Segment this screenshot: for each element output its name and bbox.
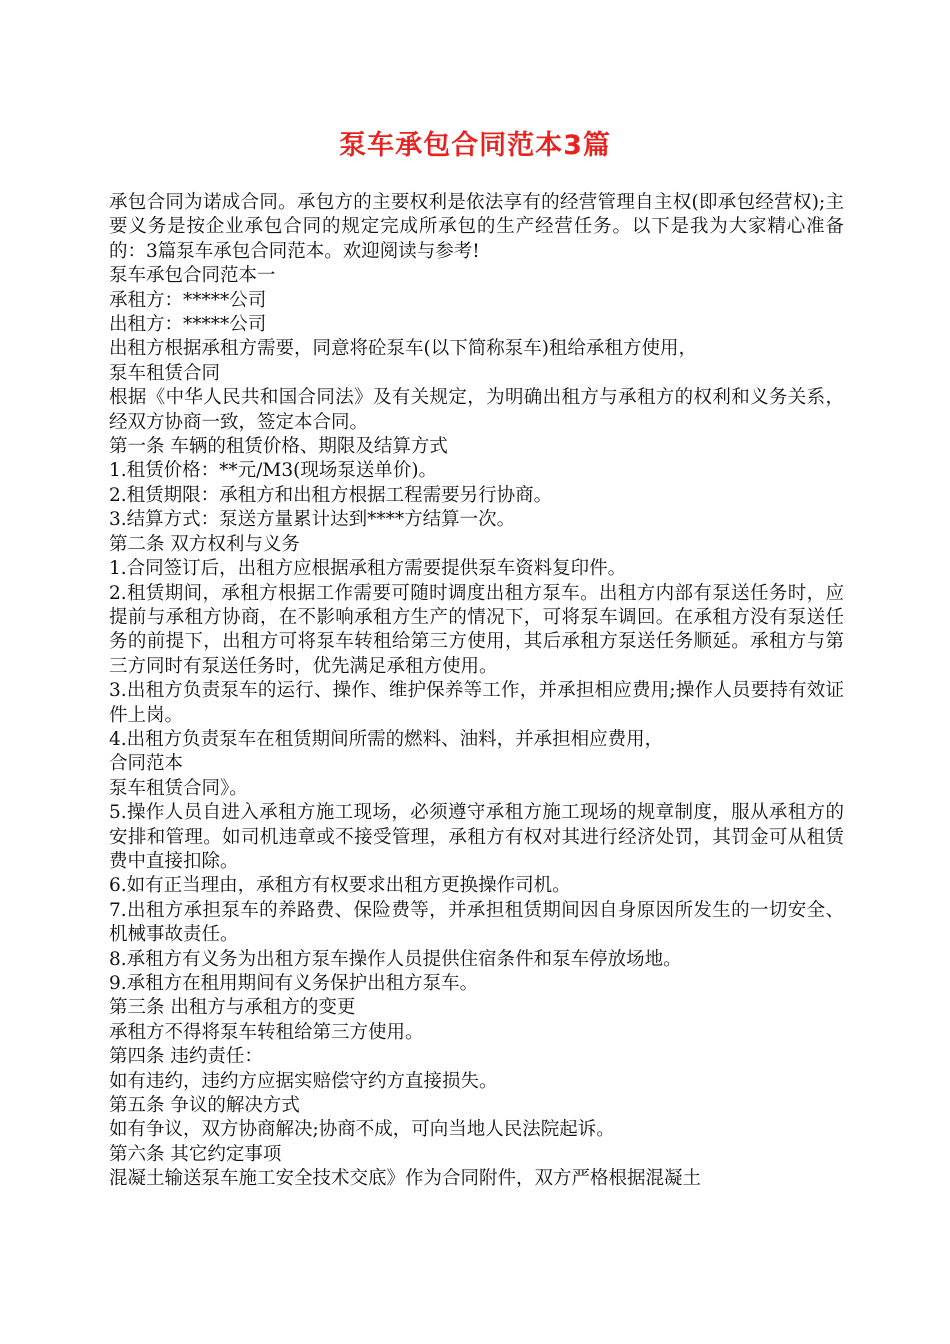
document-title: 泵车承包合同范本3篇 <box>339 130 611 161</box>
paragraph: 3.出租方负责泵车的运行、操作、维护保养等工作，并承担相应费用;操作人员要持有效证件上岗。 <box>109 680 844 726</box>
section-heading: 第四条 违约责任： <box>109 1046 263 1068</box>
paragraph: 2.租赁期间，承租方根据工作需要可随时调度出租方泵车。出租方内部有泵送任务时，应提前与承租方协商，在不影响承租方生产的情况下，可将泵车调回。在承租方没有泵送任务的前提下，出租方可将泵车转租给第三方使用，其后承租方泵送任务顺延。承租方与第三方同时有泵送任务时，优先满足承租方使用。 <box>109 582 844 677</box>
paragraph: 出租方根据承租方需要，同意将砼泵车(以下简称泵车)租给承租方使用， <box>109 338 697 360</box>
paragraph: 如有违约，违约方应据实赔偿守约方直接损失。 <box>109 1070 498 1092</box>
paragraph: 5.操作人员自进入承租方施工现场，必须遵守承租方施工现场的规章制度，服从承租方的安排和管理。如司机违章或不接受管理，承租方有权对其进行经济处罚，其罚金可从租赁费中直接扣除。 <box>109 802 844 872</box>
paragraph: 泵车租赁合同》。 <box>109 777 248 799</box>
paragraph: 8.承租方有义务为出租方泵车操作人员提供住宿条件和泵车停放场地。 <box>109 948 682 970</box>
paragraph: 承租方：*****公司 <box>109 289 267 311</box>
section-heading: 第三条 出租方与承租方的变更 <box>109 997 356 1019</box>
paragraph: 泵车租赁合同 <box>109 362 221 384</box>
section-heading: 第五条 争议的解决方式 <box>109 1095 300 1117</box>
paragraph: 混凝土输送泵车施工安全技术交底》作为合同附件，双方严格根据混凝土 <box>109 1168 702 1190</box>
paragraph: 承包合同为诺成合同。承包方的主要权利是依法享有的经营管理自主权(即承包经营权);主要义务是按企业承包合同的规定完成所承包的生产经营任务。以下是我为大家精心准备的：3篇泵车承包合同范本。欢迎阅读与参考! <box>109 192 844 262</box>
section-heading: 第二条 双方权利与义务 <box>109 533 300 555</box>
section-heading: 第六条 其它约定事项 <box>109 1143 282 1165</box>
paragraph: 4.出租方负责泵车在租赁期间所需的燃料、油料，并承担相应费用， <box>109 728 664 750</box>
paragraph: 6.如有正当理由，承租方有权要求出租方更换操作司机。 <box>109 875 571 897</box>
paragraph: 2.租赁期限：承租方和出租方根据工程需要另行协商。 <box>109 484 553 506</box>
section-heading: 第一条 车辆的租赁价格、期限及结算方式 <box>109 436 448 458</box>
paragraph: 1.合同签订后，出租方应根据承租方需要提供泵车资料复印件。 <box>109 558 627 580</box>
paragraph: 出租方：*****公司 <box>109 314 267 336</box>
paragraph: 如有争议，双方协商解决;协商不成，可向当地人民法院起诉。 <box>109 1119 615 1141</box>
paragraph: 3.结算方式：泵送方量累计达到****方结算一次。 <box>109 509 516 531</box>
paragraph: 根据《中华人民共和国合同法》及有关规定，为明确出租方与承租方的权利和义务关系，经双方协商一致，签定本合同。 <box>109 387 844 433</box>
paragraph: 合同范本 <box>109 753 184 775</box>
paragraph: 1.租赁价格：**元/M3(现场泵送单价)。 <box>109 460 438 482</box>
paragraph: 9.承租方在租用期间有义务保护出租方泵车。 <box>109 973 479 994</box>
document-body <box>109 191 844 1192</box>
paragraph: 泵车承包合同范本一 <box>109 265 276 287</box>
paragraph: 7.出租方承担泵车的养路费、保险费等，并承担租赁期间因自身原因所发生的一切安全、机械事故责任。 <box>109 899 844 946</box>
paragraph: 承租方不得将泵车转租给第三方使用。 <box>109 1021 424 1043</box>
